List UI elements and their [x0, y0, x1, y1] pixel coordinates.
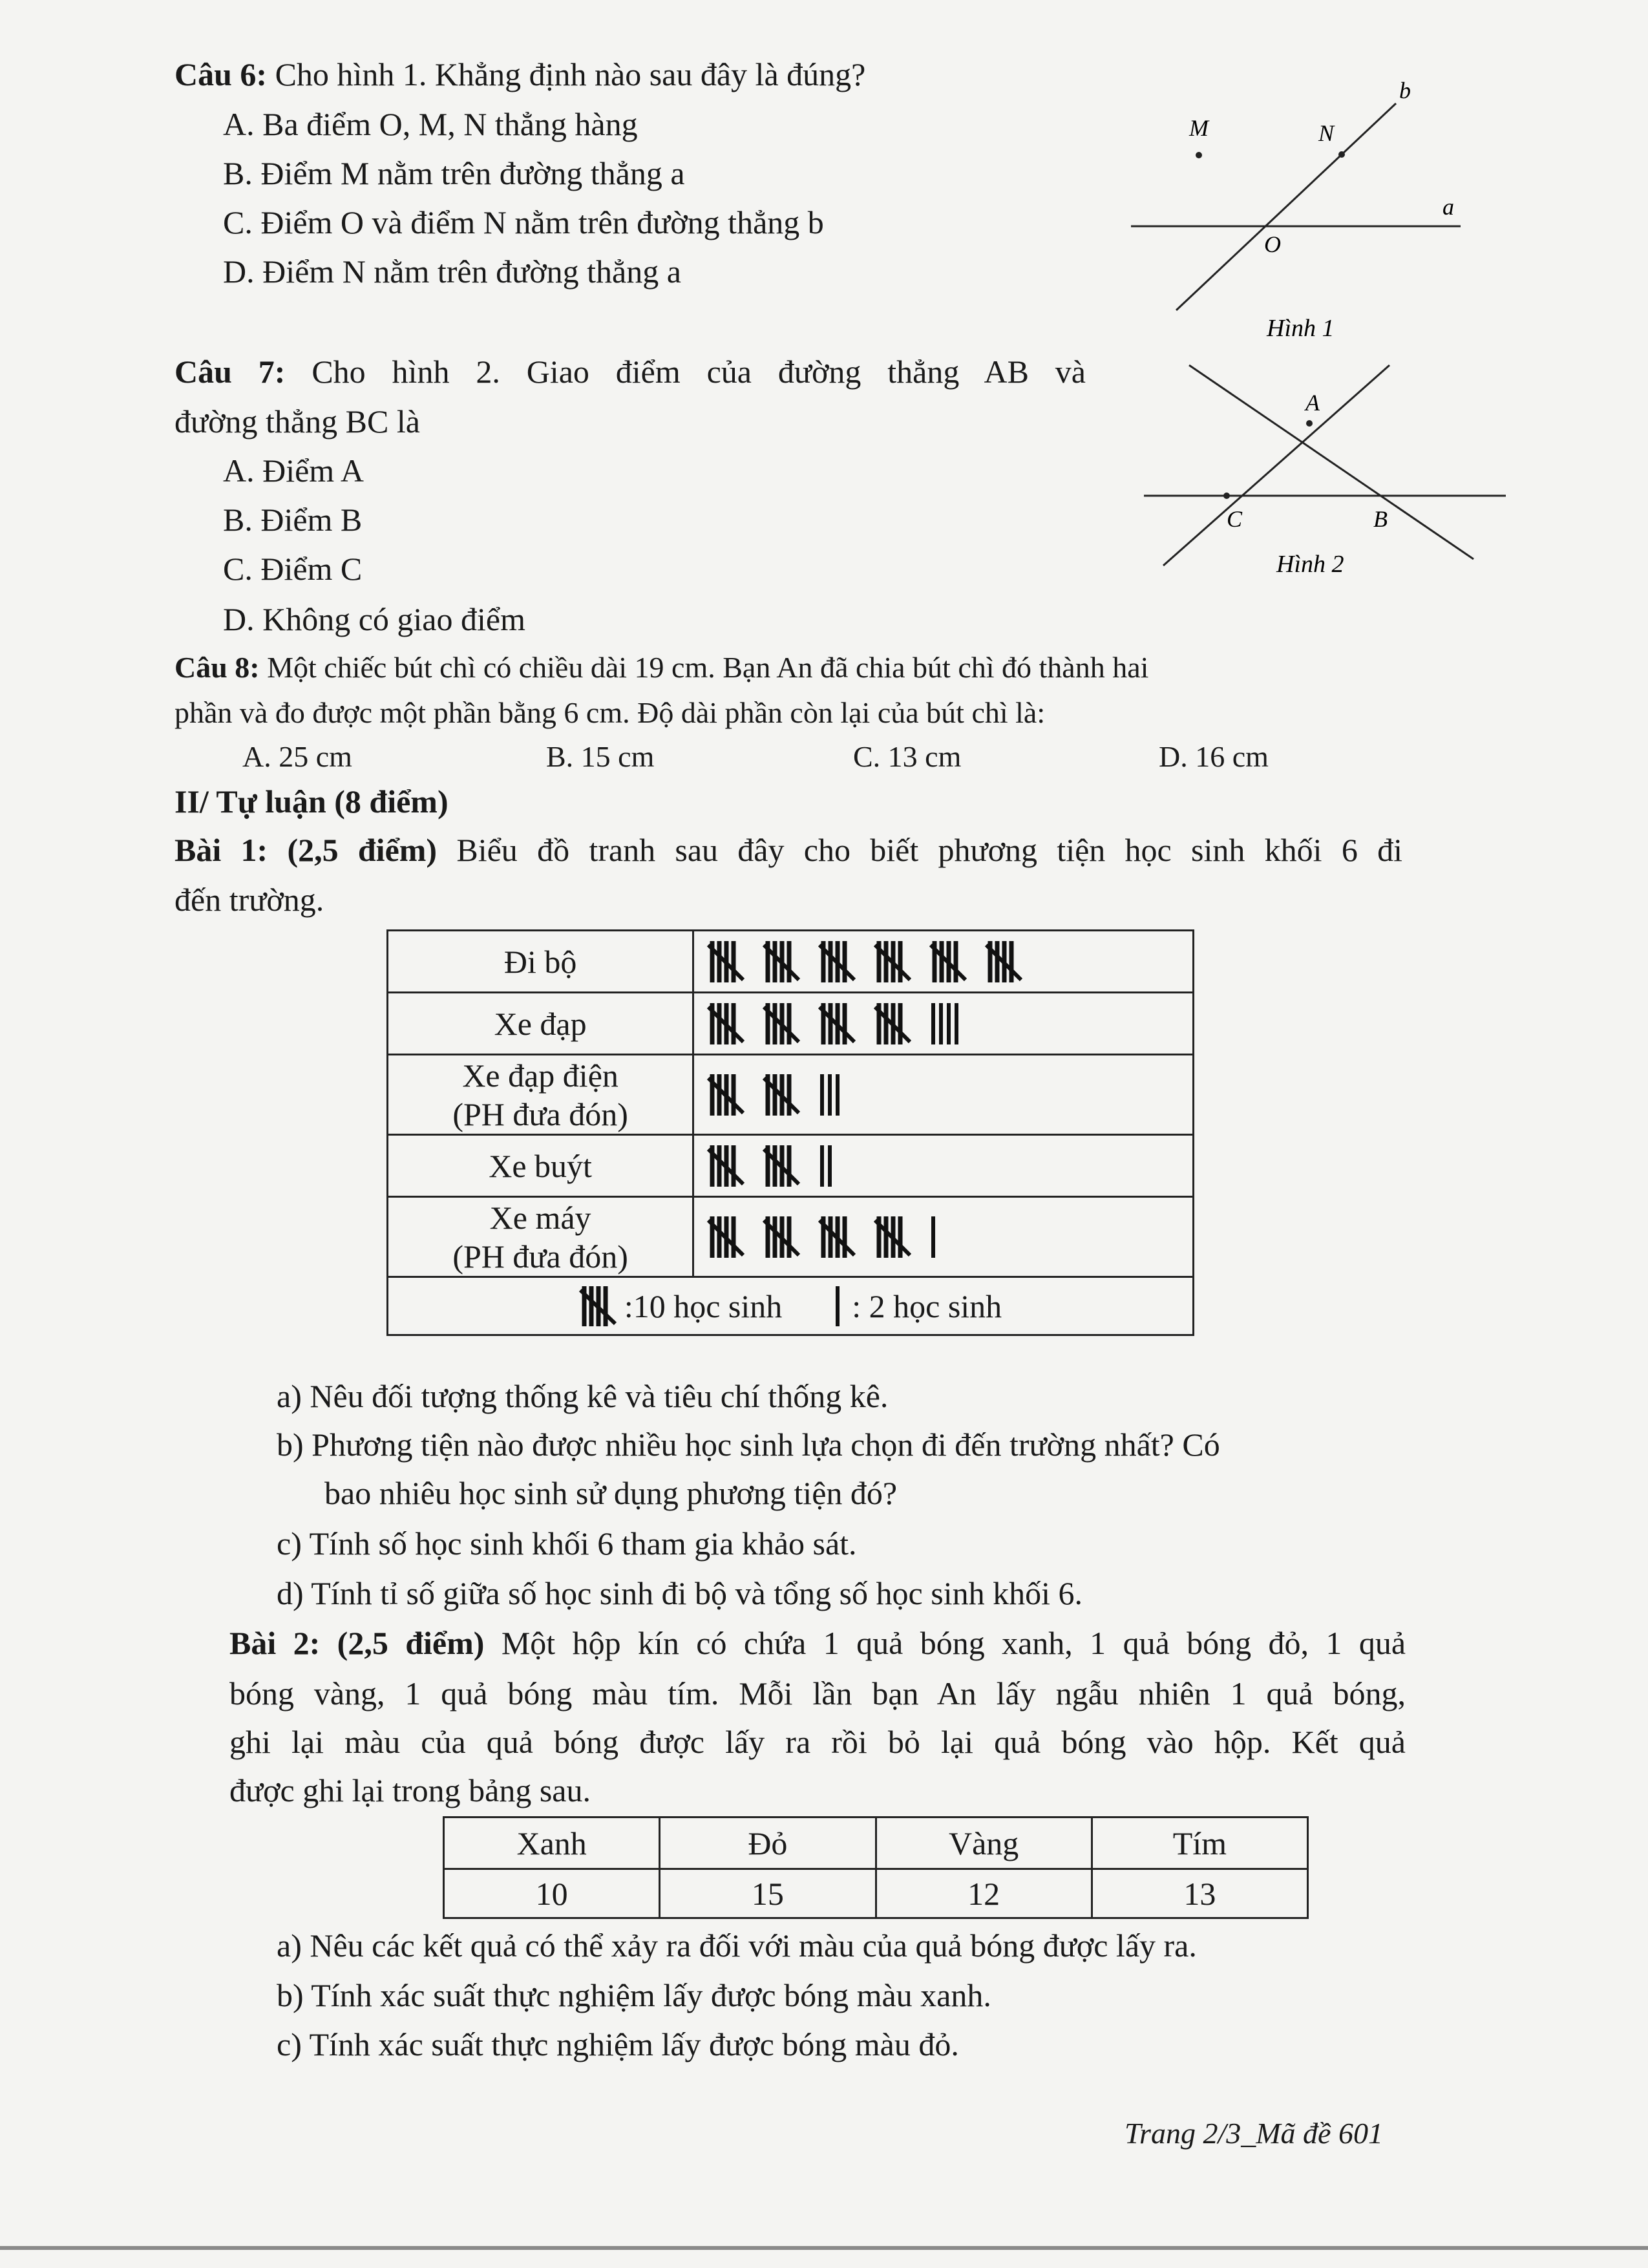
- q8-label: Câu 8:: [174, 651, 260, 684]
- bai1-label: Bài 1: (2,5 điểm): [174, 832, 438, 868]
- q6-option-d: D. Điểm N nằm trên đường thẳng a: [223, 253, 681, 290]
- q8-line1: Một chiếc bút chì có chiều dài 19 cm. Bạn An đã chia bút chì đó thành hai: [267, 651, 1149, 684]
- q6-option-b: B. Điểm M nằm trên đường thẳng a: [223, 155, 685, 191]
- q8-line2: phần và đo được một phần bằng 6 cm. Độ dài phần còn lại của bút chì là:: [174, 696, 1046, 729]
- q7-option-b: B. Điểm B: [223, 502, 363, 538]
- bai2-label: Bài 2: (2,5 điểm): [229, 1625, 485, 1661]
- q8-option-d: D. 16 cm: [1159, 740, 1269, 773]
- vehicle-name-line2: (PH đưa đón): [452, 1238, 628, 1275]
- value-vang: 12: [876, 1869, 1092, 1918]
- point-m: [1196, 152, 1202, 158]
- tally-group: [707, 938, 1192, 985]
- bai2-question-b: b) Tính xác suất thực nghiệm lấy được bóng màu xanh.: [277, 1977, 991, 2013]
- tally-bundle-icon: [763, 1001, 800, 1047]
- bai2-line1: Một hộp kín có chứa 1 quả bóng xanh, 1 quả bóng đỏ, 1 quả: [501, 1625, 1406, 1661]
- vehicle-name-line1: Xe đạp điện: [462, 1057, 618, 1094]
- bai1-text2: đến trường.: [174, 882, 324, 918]
- bai1-question-c: c) Tính số học sinh khối 6 tham gia khảo sát.: [277, 1525, 857, 1562]
- scan-edge-line: [0, 2246, 1648, 2250]
- bai2-line4: được ghi lại trong bảng sau.: [229, 1772, 591, 1808]
- q7-option-c: C. Điểm C: [223, 551, 363, 587]
- tally-cell: [693, 931, 1194, 993]
- tally-bundle-icon: [874, 938, 911, 985]
- point-c: [1223, 493, 1230, 499]
- vehicle-name: [388, 1197, 693, 1277]
- value-tim: 13: [1092, 1869, 1307, 1918]
- tally-ones-icon: [818, 1143, 836, 1189]
- tally-bundle-icon: [818, 938, 856, 985]
- tally-group: [707, 1001, 1192, 1047]
- tally-bundle-icon: [707, 1001, 745, 1047]
- bai1-question-b: b) Phương tiện nào được nhiều học sinh lựa chọn đi đến trường nhất? Có: [277, 1426, 1220, 1463]
- legend-two: [834, 1284, 1002, 1329]
- label-a2: A: [1305, 390, 1320, 416]
- tally-bundle-icon: [707, 1214, 745, 1260]
- tally-cell: [693, 1135, 1194, 1197]
- bai1-text: Biểu đồ tranh sau đây cho biết phương tiện học sinh khối 6 đi: [456, 832, 1402, 868]
- tally-bundle-icon: [818, 1001, 856, 1047]
- tally-bundle-icon: [874, 1214, 911, 1260]
- point-a: [1306, 420, 1313, 427]
- q7-option-d: D. Không có giao điểm: [223, 601, 525, 637]
- q6-option-a: A. Ba điểm O, M, N thẳng hàng: [223, 106, 638, 142]
- q6-option-c: C. Điểm O và điểm N nằm trên đường thẳng b: [223, 204, 824, 240]
- vehicle-name: [388, 993, 693, 1055]
- tally-bundle-icon: [763, 1143, 800, 1189]
- q6-label: Câu 6:: [174, 56, 268, 92]
- color-value-row: [444, 1869, 1308, 1918]
- tally-ones-icon: [929, 1001, 963, 1047]
- tally-group: [707, 1072, 1192, 1118]
- pictograph-table: [386, 929, 1194, 1336]
- point-n: [1338, 151, 1345, 158]
- tally-bundle-icon: [707, 1072, 745, 1118]
- color-results-table: [443, 1816, 1309, 1919]
- bai2-line2-wrap: [229, 1674, 1406, 1713]
- legend-inner: [388, 1284, 1192, 1329]
- tally-bundle-icon: [874, 1001, 911, 1047]
- label-n: N: [1318, 120, 1335, 146]
- tally-group: [707, 1214, 1192, 1260]
- value-do: 15: [660, 1869, 876, 1918]
- vehicle-name-line1: Xe đạp: [494, 1005, 587, 1042]
- vehicle-name: [388, 931, 693, 993]
- bai1-heading: [174, 831, 1402, 869]
- header-vang: Vàng: [876, 1818, 1092, 1869]
- pictograph-row: [388, 931, 1194, 993]
- bai2-line3: ghi lại màu của quả bóng được lấy ra rồi bỏ lại quả bóng vào hộp. Kết quả: [229, 1724, 1406, 1760]
- section-2-title: II/ Tự luận (8 điểm): [174, 783, 449, 820]
- tally-cell: [693, 1197, 1194, 1277]
- tally-ones-icon: [818, 1072, 844, 1118]
- q7-line2: đường thẳng BC là: [174, 403, 420, 440]
- tally-ones-icon: [834, 1284, 844, 1329]
- page-footer: Trang 2/3_Mã đề 601: [1125, 2117, 1383, 2150]
- bai2-line3-wrap: [229, 1722, 1406, 1761]
- value-xanh: 10: [444, 1869, 660, 1918]
- line-b: [1176, 103, 1396, 310]
- tally-bundle-icon: [763, 1214, 800, 1260]
- bai2-question-c: c) Tính xác suất thực nghiệm lấy được bóng màu đỏ.: [277, 2026, 959, 2062]
- pictograph-legend: [388, 1277, 1194, 1335]
- tally-bundle-icon: [579, 1284, 617, 1329]
- q6-heading: [174, 55, 865, 94]
- tally-bundle-icon: [707, 938, 745, 985]
- figure-1: [1112, 78, 1474, 349]
- header-xanh: Xanh: [444, 1818, 660, 1869]
- vehicle-name-line1: Xe máy: [489, 1199, 591, 1236]
- label-c: C: [1227, 506, 1243, 532]
- pictograph-row: [388, 1197, 1194, 1277]
- line-ac: [1163, 365, 1389, 566]
- q7-heading: [174, 352, 1086, 391]
- bai1-question-a: a) Nêu đối tượng thống kê và tiêu chí thống kê.: [277, 1378, 889, 1414]
- q8-option-a: A. 25 cm: [242, 740, 352, 773]
- tally-bundle-icon: [763, 938, 800, 985]
- pictograph-row: [388, 1135, 1194, 1197]
- vehicle-name-line1: Xe buýt: [489, 1147, 592, 1184]
- tally-bundle-icon: [985, 938, 1022, 985]
- vehicle-name: [388, 1135, 693, 1197]
- legend-ten-label: :10 học sinh: [624, 1288, 783, 1324]
- color-header-row: [444, 1818, 1308, 1869]
- label-b: b: [1399, 78, 1411, 103]
- tally-cell: [693, 993, 1194, 1055]
- tally-bundle-icon: [707, 1143, 745, 1189]
- tally-bundle-icon: [763, 1072, 800, 1118]
- bai2-heading: [229, 1624, 1406, 1662]
- figure-2-caption: Hình 2: [1276, 551, 1344, 578]
- q7-label: Câu 7:: [174, 354, 286, 390]
- vehicle-name-line1: Đi bộ: [503, 943, 577, 980]
- tally-bundle-icon: [929, 938, 967, 985]
- legend-ten: [579, 1284, 782, 1329]
- header-do: Đỏ: [660, 1818, 876, 1869]
- label-m: M: [1189, 115, 1209, 141]
- q8-option-b: B. 15 cm: [546, 740, 655, 773]
- vehicle-name: [388, 1055, 693, 1135]
- figure-1-caption: Hình 1: [1267, 315, 1335, 342]
- figure-2: [1144, 352, 1506, 591]
- legend-two-label: : 2 học sinh: [852, 1288, 1002, 1324]
- vehicle-name-line2: (PH đưa đón): [452, 1096, 628, 1132]
- pictograph-body: [388, 931, 1194, 1335]
- tally-ones-icon: [929, 1214, 940, 1260]
- bai2-question-a: a) Nêu các kết quả có thể xảy ra đối với màu của quả bóng được lấy ra.: [277, 1927, 1197, 1964]
- q8-heading: [174, 650, 1148, 685]
- q6-text: Cho hình 1. Khẳng định nào sau đây là đúng?: [275, 56, 866, 92]
- q7-option-a: A. Điểm A: [223, 452, 364, 489]
- tally-group: [707, 1143, 1192, 1189]
- bai1-question-d: d) Tính tỉ số giữa số học sinh đi bộ và tổng số học sinh khối 6.: [277, 1575, 1083, 1611]
- tally-cell: [693, 1055, 1194, 1135]
- bai2-line2: bóng vàng, 1 quả bóng màu tím. Mỗi lần bạn An lấy ngẫu nhiên 1 quả bóng,: [229, 1675, 1406, 1712]
- label-b2: B: [1373, 506, 1388, 532]
- header-tim: Tím: [1092, 1818, 1307, 1869]
- q7-line1: Cho hình 2. Giao điểm của đường thẳng AB và: [312, 354, 1086, 390]
- tally-bundle-icon: [818, 1214, 856, 1260]
- q8-option-c: C. 13 cm: [853, 740, 962, 773]
- pictograph-row: [388, 1055, 1194, 1135]
- label-o: O: [1264, 231, 1281, 257]
- bai1-question-b-cont: bao nhiêu học sinh sử dụng phương tiện đó?: [324, 1475, 898, 1511]
- label-a: a: [1442, 194, 1454, 220]
- pictograph-row: [388, 993, 1194, 1055]
- pictograph-legend-row: [388, 1277, 1194, 1335]
